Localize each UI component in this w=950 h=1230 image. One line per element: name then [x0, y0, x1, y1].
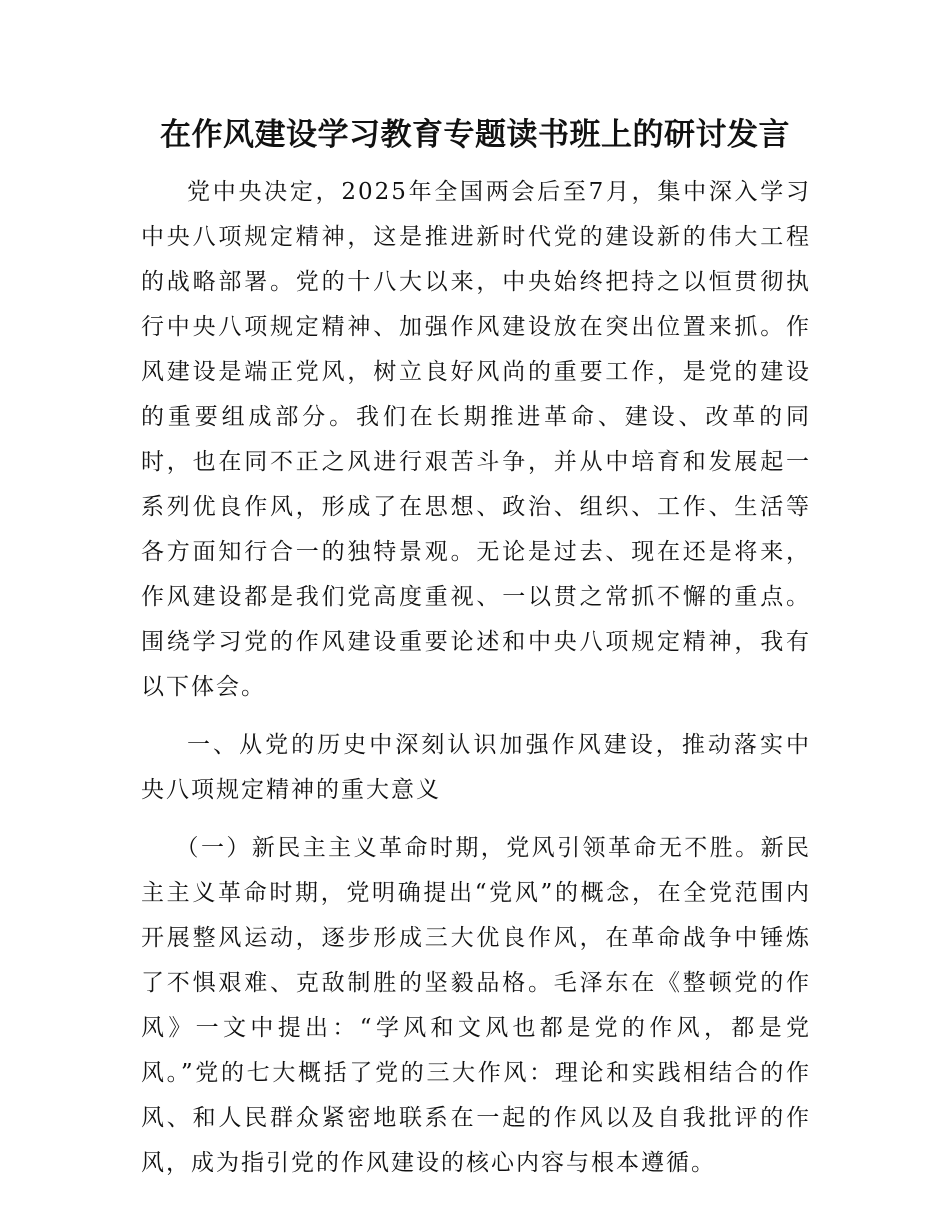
document-body — [141, 170, 811, 1186]
document-title: 在作风建设学习教育专题读书班上的研讨发言 — [160, 117, 790, 153]
intro-paragraph: 党中央决定，2025年全国两会后至7月，集中深入学习中央八项规定精神，这是推进新时代党的建设新的伟大工程的战略部署。党的十八大以来，中央始终把持之以恒贯彻执行中央八项规定精神、加强作风建设放在突出位置来抓。作风建设是端正党风，树立良好风尚的重要工作，是党的建设的重要组成部分。我们在长期推进革命、建设、改革的同时，也在同不正之风进行艰苦斗争，并从中培育和发展起一系列优良作风，形成了在思想、政治、组织、工作、生活等各方面知行合一的独特景观。无论是过去、现在还是将来，作风建设都是我们党高度重视、一以贯之常抓不懈的重点。围绕学习党的作风建设重要论述和中央八项规定精神，我有以下体会。 — [141, 179, 811, 700]
subsection-paragraph: （一）新民主主义革命时期，党风引领革命无不胜。新民主主义革命时期，党明确提出“党风”的概念，在全党范围内开展整风运动，逐步形成三大优良作风，在革命战争中锤炼了不惧艰难、克敌制胜的坚毅品格。毛泽东在《整顿党的作风》一文中提出：“学风和文风也都是党的作风，都是党风。”党的七大概括了党的三大作风：理论和实践相结合的作风、和人民群众紧密地联系在一起的作风以及自我批评的作风，成为指引党的作风建设的核心内容与根本遵循。 — [141, 835, 811, 1176]
section-heading: 一、从党的历史中深刻认识加强作风建设，推动落实中央八项规定精神的重大意义 — [141, 732, 811, 803]
